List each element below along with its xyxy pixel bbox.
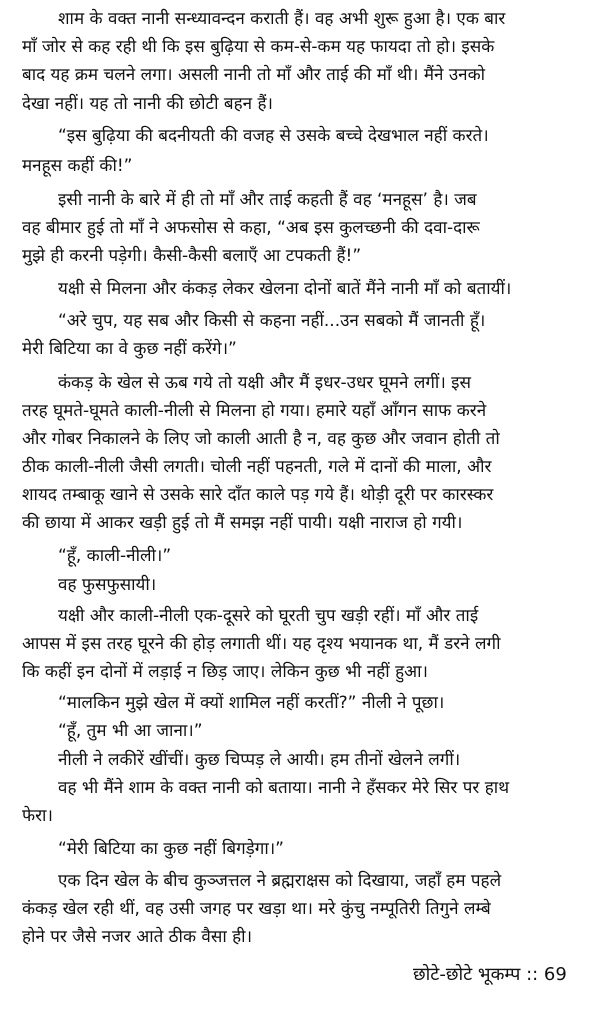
text-line: वह बीमार हुई तो माँ ने अफसोस से कहा, “अब इस कुलच्छनी की दवा-दारू	[22, 218, 480, 238]
text-line: यक्षी और काली-नीली एक-दूसरे को घूरती चुप खड़ी रहीं। माँ और ताई	[58, 606, 479, 626]
page-footer: छोटे-छोटे भूकम्प :: 69	[413, 964, 567, 985]
text-line: यक्षी से मिलना और कंकड़ लेकर खेलना दोनों बातें मैंने नानी माँ को बतायीं।	[58, 279, 512, 299]
text-line: “मेरी बिटिया का कुछ नहीं बिगड़ेगा।”	[58, 839, 284, 859]
text-line: तरह घूमते-घूमते काली-नीली से मिलना हो गया। हमारे यहाँ आँगन साफ करने	[22, 401, 487, 421]
text-line: शायद तम्बाकू खाने से उसके सारे दाँत काले पड़ गये हैं। थोड़ी दूरी पर कारस्कर	[22, 485, 494, 505]
text-line: “इस बुढ़िया की बदनीयती की वजह से उसके बच्चे देखभाल नहीं करते।	[58, 126, 489, 146]
text-line: वह फुसफुसायी।	[58, 575, 157, 595]
text-line: शाम के वक्त नानी सन्ध्यावन्दन कराती हैं। वह अभी शुरू हुआ है। एक बार	[58, 9, 506, 29]
text-line: एक दिन खेल के बीच कुञ्जत्तल ने ब्रह्मराक्षस को दिखाया, जहाँ हम पहले	[58, 871, 502, 891]
text-line: फेरा।	[22, 806, 53, 826]
text-line: “हूँ, काली-नीली।”	[58, 546, 172, 566]
text-line: मुझे ही करनी पड़ेगी। कैसी-कैसी बलाएँ आ टपकती हैं!”	[22, 246, 362, 266]
text-line: ठीक काली-नीली जैसी लगती। चोली नहीं पहनती, गले में दानों की माला, और	[22, 457, 492, 477]
text-line: होने पर जैसे नजर आते ठीक वैसा ही।	[22, 927, 253, 947]
text-line: कंकड़ खेल रही थीं, वह उसी जगह पर खड़ा था। मरे कुंचु नम्पूतिरी तिगुने लम्बे	[22, 899, 491, 919]
text-line: माँ जोर से कह रही थी कि इस बुढ़िया से कम-से-कम यह फायदा तो हो। इसके	[22, 37, 495, 57]
text-line: बाद यह क्रम चलने लगा। असली नानी तो माँ और ताई की माँ थी। मैंने उनको	[22, 65, 486, 85]
text-line: “मालकिन मुझे खेल में क्यों शामिल नहीं करतीं?” नीली ने पूछा।	[58, 693, 445, 713]
text-line: “अरे चुप, यह सब और किसी से कहना नहीं...उन सबको मैं जानती हूँ।	[58, 311, 486, 331]
text-line: देखा नहीं। यह तो नानी की छोटी बहन हैं।	[22, 94, 273, 114]
text-line: नीली ने लकीरें खींचीं। कुछ चिप्पड़ ले आयी। हम तीनों खेलने लगीं।	[58, 750, 461, 770]
text-line: आपस में इस तरह घूरने की होड़ लगाती थीं। यह दृश्य भयानक था, मैं डरने लगी	[22, 634, 501, 654]
text-line: मनहूस कहीं की!”	[22, 156, 133, 176]
text-line: और गोबर निकालने के लिए जो काली आती है न, वह कुछ और जवान होती तो	[22, 429, 500, 449]
text-line: वह भी मैंने शाम के वक्त नानी को बताया। नानी ने हँसकर मेरे सिर पर हाथ	[58, 778, 510, 798]
text-line: कि कहीं इन दोनों में लड़ाई न छिड़ जाए। लेकिन कुछ भी नहीं हुआ।	[22, 662, 428, 682]
text-line: की छाया में आकर खड़ी हुई तो मैं समझ नहीं पायी। यक्षी नाराज हो गयी।	[22, 513, 463, 533]
text-line: कंकड़ के खेल से ऊब गये तो यक्षी और मैं इधर-उधर घूमने लगीं। इस	[58, 373, 472, 393]
text-line: मेरी बिटिया का वे कुछ नहीं करेंगे।”	[22, 339, 237, 359]
text-line: इसी नानी के बारे में ही तो माँ और ताई कहती हैं वह ‘मनहूस’ है। जब	[58, 190, 477, 210]
text-line: “हूँ, तुम भी आ जाना।”	[58, 721, 203, 741]
